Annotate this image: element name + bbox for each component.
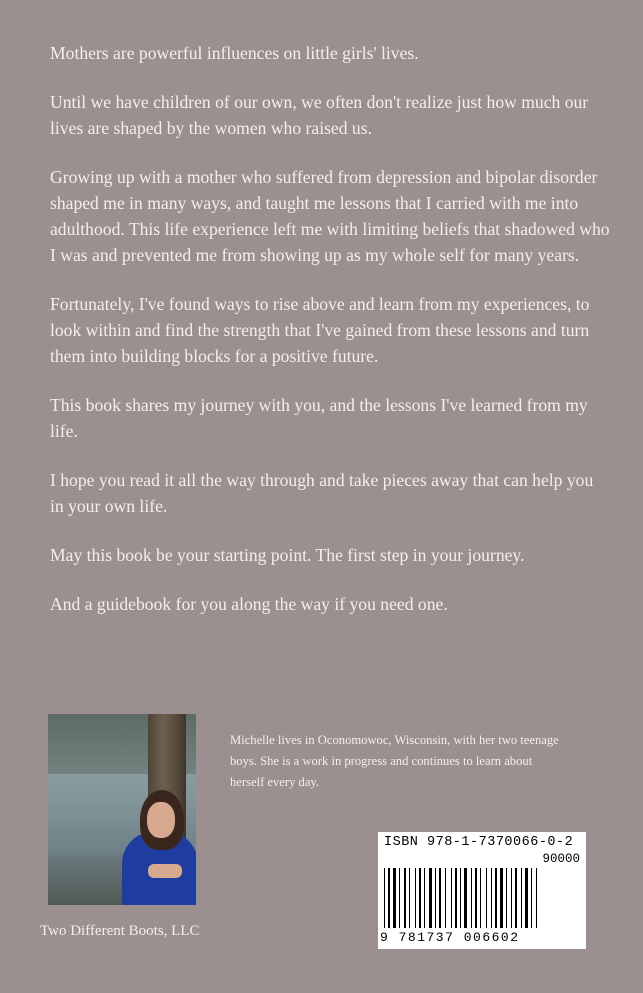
isbn-barcode <box>378 832 586 949</box>
blurb-paragraph-1: Mothers are powerful influences on little girls' lives. <box>50 43 419 63</box>
author-bio: Michelle lives in Oconomowoc, Wisconsin, with her two teenage boys. She is a work in progress and continues to learn about herself every day. <box>230 733 559 789</box>
price-code: 90000 <box>542 852 580 866</box>
blurb-paragraph-8: And a guidebook for you along the way if you need one. <box>50 594 448 614</box>
blurb-paragraph-6: I hope you read it all the way through and take pieces away that can help you in your own life. <box>50 470 594 516</box>
publisher-name: Two Different Boots, LLC <box>40 923 200 939</box>
isbn-label: ISBN 978-1-7370066-0-2 <box>384 835 574 850</box>
blurb-paragraph-4: Fortunately, I've found ways to rise above and learn from my experiences, to look within and find the strength that I've gained from these lessons and turn them into building blocks for a positive future. <box>50 294 590 366</box>
back-cover-blurb <box>50 40 610 640</box>
blurb-paragraph-3: Growing up with a mother who suffered from depression and bipolar disorder shaped me in many ways, and taught me lessons that I carried with me into adulthood. This life experience left me with limiting beliefs that shadowed who I was and prevented me from showing up as my whole self for many years. <box>50 167 610 265</box>
barcode-bars <box>384 868 580 928</box>
ean-digits: 9 781737 006602 <box>380 930 520 945</box>
blurb-paragraph-7: May this book be your starting point. The first step in your journey. <box>50 545 525 565</box>
blurb-paragraph-2: Until we have children of our own, we often don't realize just how much our lives are shaped by the women who raised us. <box>50 92 589 138</box>
author-photo <box>48 714 196 905</box>
blurb-paragraph-5: This book shares my journey with you, and the lessons I've learned from my life. <box>50 395 588 441</box>
